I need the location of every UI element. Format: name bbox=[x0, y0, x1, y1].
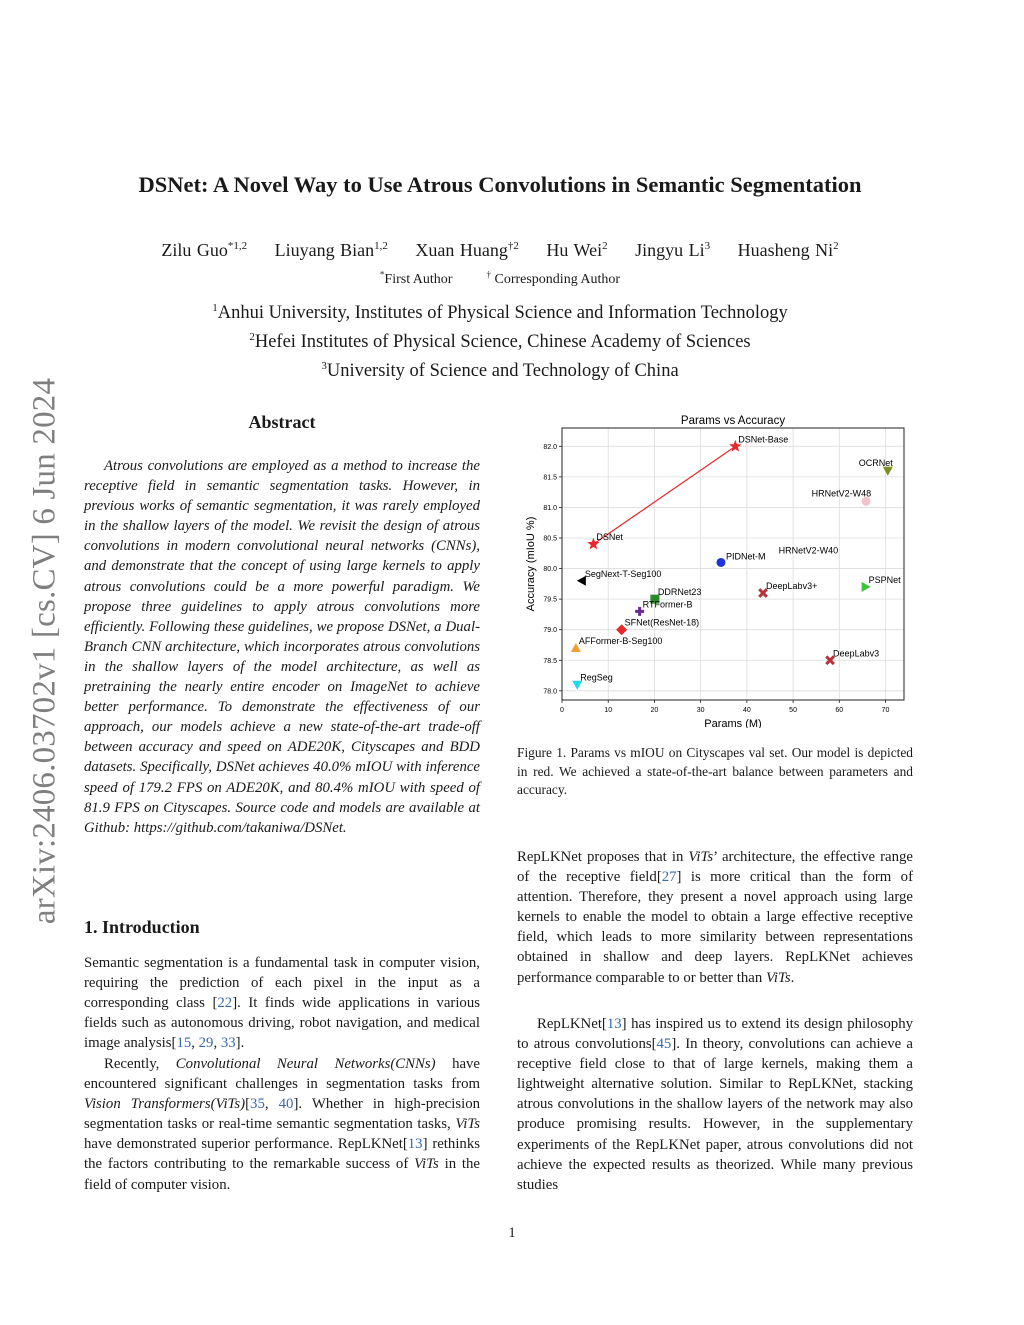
abstract-body: Atrous convolutions are employed as a method to increase the receptive field in semantic segmentation tasks. However, in previous works of semantic segmentation, it was rarely employed in the shallow layers of the model. We revisit the design of atrous convolutions in modern convolutional neural networks (CNNs), and demonstrate that the concept of using large kernels to apply atrous convolutions could be a more powerful paradigm. We propose three guidelines to apply atrous convolutions more efficiently. Following these guidelines, we propose DSNet, a Dual-Branch CNN architecture, which incorporates atrous convolutions in the shallow layers of the model architecture, as well as pretraining the nearly entire encoder on ImageNet to achieve better performance. To demonstrate the effectiveness of our approach, our models achieve a new state-of-the-art trade-off between accuracy and speed on ADE20K, Cityscapes and BDD datasets. Specifically, DSNet achieves 40.0% mIOU with inference speed of 179.2 FPS on ADE20K, and 80.4% mIOU with speed of 81.9 FPS on Cityscapes. Source code and models are available at Github: https://github.com/takaniwa/DSNet. bbox=[84, 458, 480, 836]
point-label-dsnet: DSNet bbox=[596, 532, 623, 543]
x-tick-label: 10 bbox=[604, 707, 613, 714]
point-label-deeplabv3: DeepLabv3+ bbox=[766, 581, 818, 592]
affiliation: $^1$Anhui University, Institutes of Physical Science and Information Technology bbox=[212, 302, 788, 324]
x-tick-label: 20 bbox=[650, 707, 659, 714]
point-label-segnext-t-seg100: SegNext-T-Seg100 bbox=[584, 568, 662, 579]
figure-caption: Figure 1. Params vs mIOU on Cityscapes val set. Our model is depicted in red. We achieved a state-of-the-art balance between parameters and accuracy. bbox=[517, 745, 913, 797]
author-list bbox=[60, 240, 940, 261]
point-label-ddrnet23: DDRNet23 bbox=[657, 587, 702, 598]
x-tick-label: 30 bbox=[696, 707, 705, 714]
introduction-paragraph: Semantic segmentation is a fundamental task in computer vision, requiring the prediction of each pixel in the input as a corresponding class [22]. It finds wide applications in various fields such as autonomous driving, robot navigation, and medical image analysis[15, 29, 33]. bbox=[84, 955, 480, 1052]
corresponding-author-note: † Corresponding Author bbox=[486, 269, 621, 287]
scatter-chart bbox=[520, 410, 920, 728]
page-number: 1 bbox=[508, 1225, 516, 1241]
point-label-ocrnet: OCRNet bbox=[858, 457, 893, 468]
abstract-heading: Abstract bbox=[248, 412, 316, 432]
author-name: Liuyang Bian$^{1,2}$ bbox=[274, 240, 388, 260]
x-tick-label: 70 bbox=[881, 707, 890, 714]
point-label-afformer-b-seg100: AFFormer-B-Seg100 bbox=[578, 636, 663, 647]
x-axis-label: Params (M) bbox=[704, 718, 762, 728]
x-tick-label: 60 bbox=[835, 707, 844, 714]
figure-params-vs-accuracy bbox=[520, 410, 920, 728]
point-label-hrnetv2-w40: HRNetV2-W40 bbox=[778, 545, 839, 556]
author-name: Huasheng Ni$^2$ bbox=[737, 240, 839, 260]
citation-link[interactable]: 45 bbox=[656, 1036, 672, 1053]
point-label-pspnet: PSPNet bbox=[868, 574, 901, 585]
y-tick-label: 80.5 bbox=[543, 535, 557, 543]
paper-title: DSNet: A Novel Way to Use Atrous Convolutions in Semantic Segmentation bbox=[138, 172, 862, 197]
point-label-dsnet-base: DSNet-Base bbox=[738, 434, 789, 445]
author-name: Hu Wei$^2$ bbox=[546, 240, 608, 260]
citation-link[interactable]: 13 bbox=[407, 1136, 423, 1153]
plot-frame bbox=[562, 428, 904, 700]
point-label-deeplabv3: DeepLabv3 bbox=[833, 648, 880, 659]
affiliation: $^3$University of Science and Technology of China bbox=[321, 360, 679, 382]
affiliations bbox=[60, 296, 940, 383]
x-tick-label: 40 bbox=[742, 707, 751, 714]
citation-link[interactable]: 29 bbox=[198, 1035, 214, 1052]
first-author-note: *First Author bbox=[379, 269, 453, 287]
dsnet-connection-line bbox=[593, 446, 735, 544]
y-tick-label: 82.0 bbox=[543, 443, 557, 451]
body-paragraph: RepLKNet[13] has inspired us to extend its design philosophy to atrous convolutions[45]. In theory, convolutions can achieve a receptive field close to that of large kernels, making them a lightweight alternative solution. Similar to RepLKNet, stacking atrous convolutions in the shallow layers of the network may also produce promising results. However, in the supplementary experiments of the RepLKNet paper, atrous convolutions did not achieve the expected results as theorized. While many previous studies bbox=[517, 1016, 913, 1193]
point-label-regseg: RegSeg bbox=[580, 672, 613, 683]
y-tick-label: 78.5 bbox=[543, 657, 557, 665]
y-tick-label: 81.0 bbox=[543, 504, 557, 512]
author-name: Xuan Huang$^{\dagger 2}$ bbox=[415, 240, 519, 260]
y-tick-label: 79.5 bbox=[543, 596, 557, 604]
arxiv-sidebar-stamp bbox=[22, 371, 68, 931]
author-name: Jingyu Li$^3$ bbox=[635, 240, 711, 260]
point-label-pidnet-m: PIDNet-M bbox=[725, 551, 766, 562]
introduction-paragraph: Recently, Convolutional Neural Networks(CNNs) have encountered significant challenges in segmentation tasks from Vision Transformers(ViTs)[35, 40]. Whether in high-precision segmentation tasks or real-time semantic segmentation tasks, ViTs have demonstrated superior performance. RepLKNet[13] rethinks the factors contributing to the remarkable success of ViTs in the field of computer vision. bbox=[84, 1056, 480, 1193]
body-paragraph: RepLKNet proposes that in ViTs’ architecture, the effective range of the receptive field[27] is more critical than the form of attention. Therefore, they present a novel approach using large kernels to enable the model to obtain a large effective receptive field, which leads to more similarity between representations obtained in shallow and deep layers. RepLKNet achieves performance comparable to or better than ViTs. bbox=[517, 849, 913, 986]
marker-pidnet-m bbox=[716, 558, 725, 567]
x-tick-label: 0 bbox=[560, 707, 564, 714]
citation-link[interactable]: 22 bbox=[217, 995, 233, 1012]
x-tick-label: 50 bbox=[789, 707, 797, 714]
citation-link[interactable]: 40 bbox=[278, 1096, 294, 1113]
citation-link[interactable]: 15 bbox=[176, 1035, 192, 1052]
citation-link[interactable]: 27 bbox=[661, 869, 677, 886]
y-tick-label: 79.0 bbox=[543, 627, 557, 635]
introduction-heading: 1. Introduction bbox=[84, 917, 200, 937]
point-label-sfnet-resnet-18: SFNet(ResNet-18) bbox=[624, 617, 700, 628]
y-tick-label: 80.0 bbox=[543, 566, 557, 574]
citation-link[interactable]: 35 bbox=[250, 1096, 265, 1113]
affiliation: $^2$Hefei Institutes of Physical Science, Chinese Academy of Sciences bbox=[249, 331, 751, 353]
citation-link[interactable]: 13 bbox=[606, 1016, 622, 1032]
point-label-hrnetv2-w48: HRNetV2-W48 bbox=[811, 488, 872, 499]
author-notes bbox=[60, 269, 940, 288]
y-tick-label: 78.0 bbox=[543, 688, 557, 696]
chart-title: Params vs Accuracy bbox=[680, 415, 786, 427]
author-name: Zilu Guo$^{*1,2}$ bbox=[161, 240, 248, 260]
point-label-rtformer-b: RTFormer-B bbox=[642, 599, 693, 610]
y-axis-label: Accuracy (mIoU %) bbox=[525, 516, 537, 612]
marker-ocrnet bbox=[883, 467, 893, 476]
y-tick-label: 81.5 bbox=[543, 474, 557, 482]
arxiv-identifier: arXiv:2406.03702v1 [cs.CV] 6 Jun 2024 bbox=[26, 377, 63, 925]
citation-link[interactable]: 33 bbox=[220, 1035, 236, 1052]
